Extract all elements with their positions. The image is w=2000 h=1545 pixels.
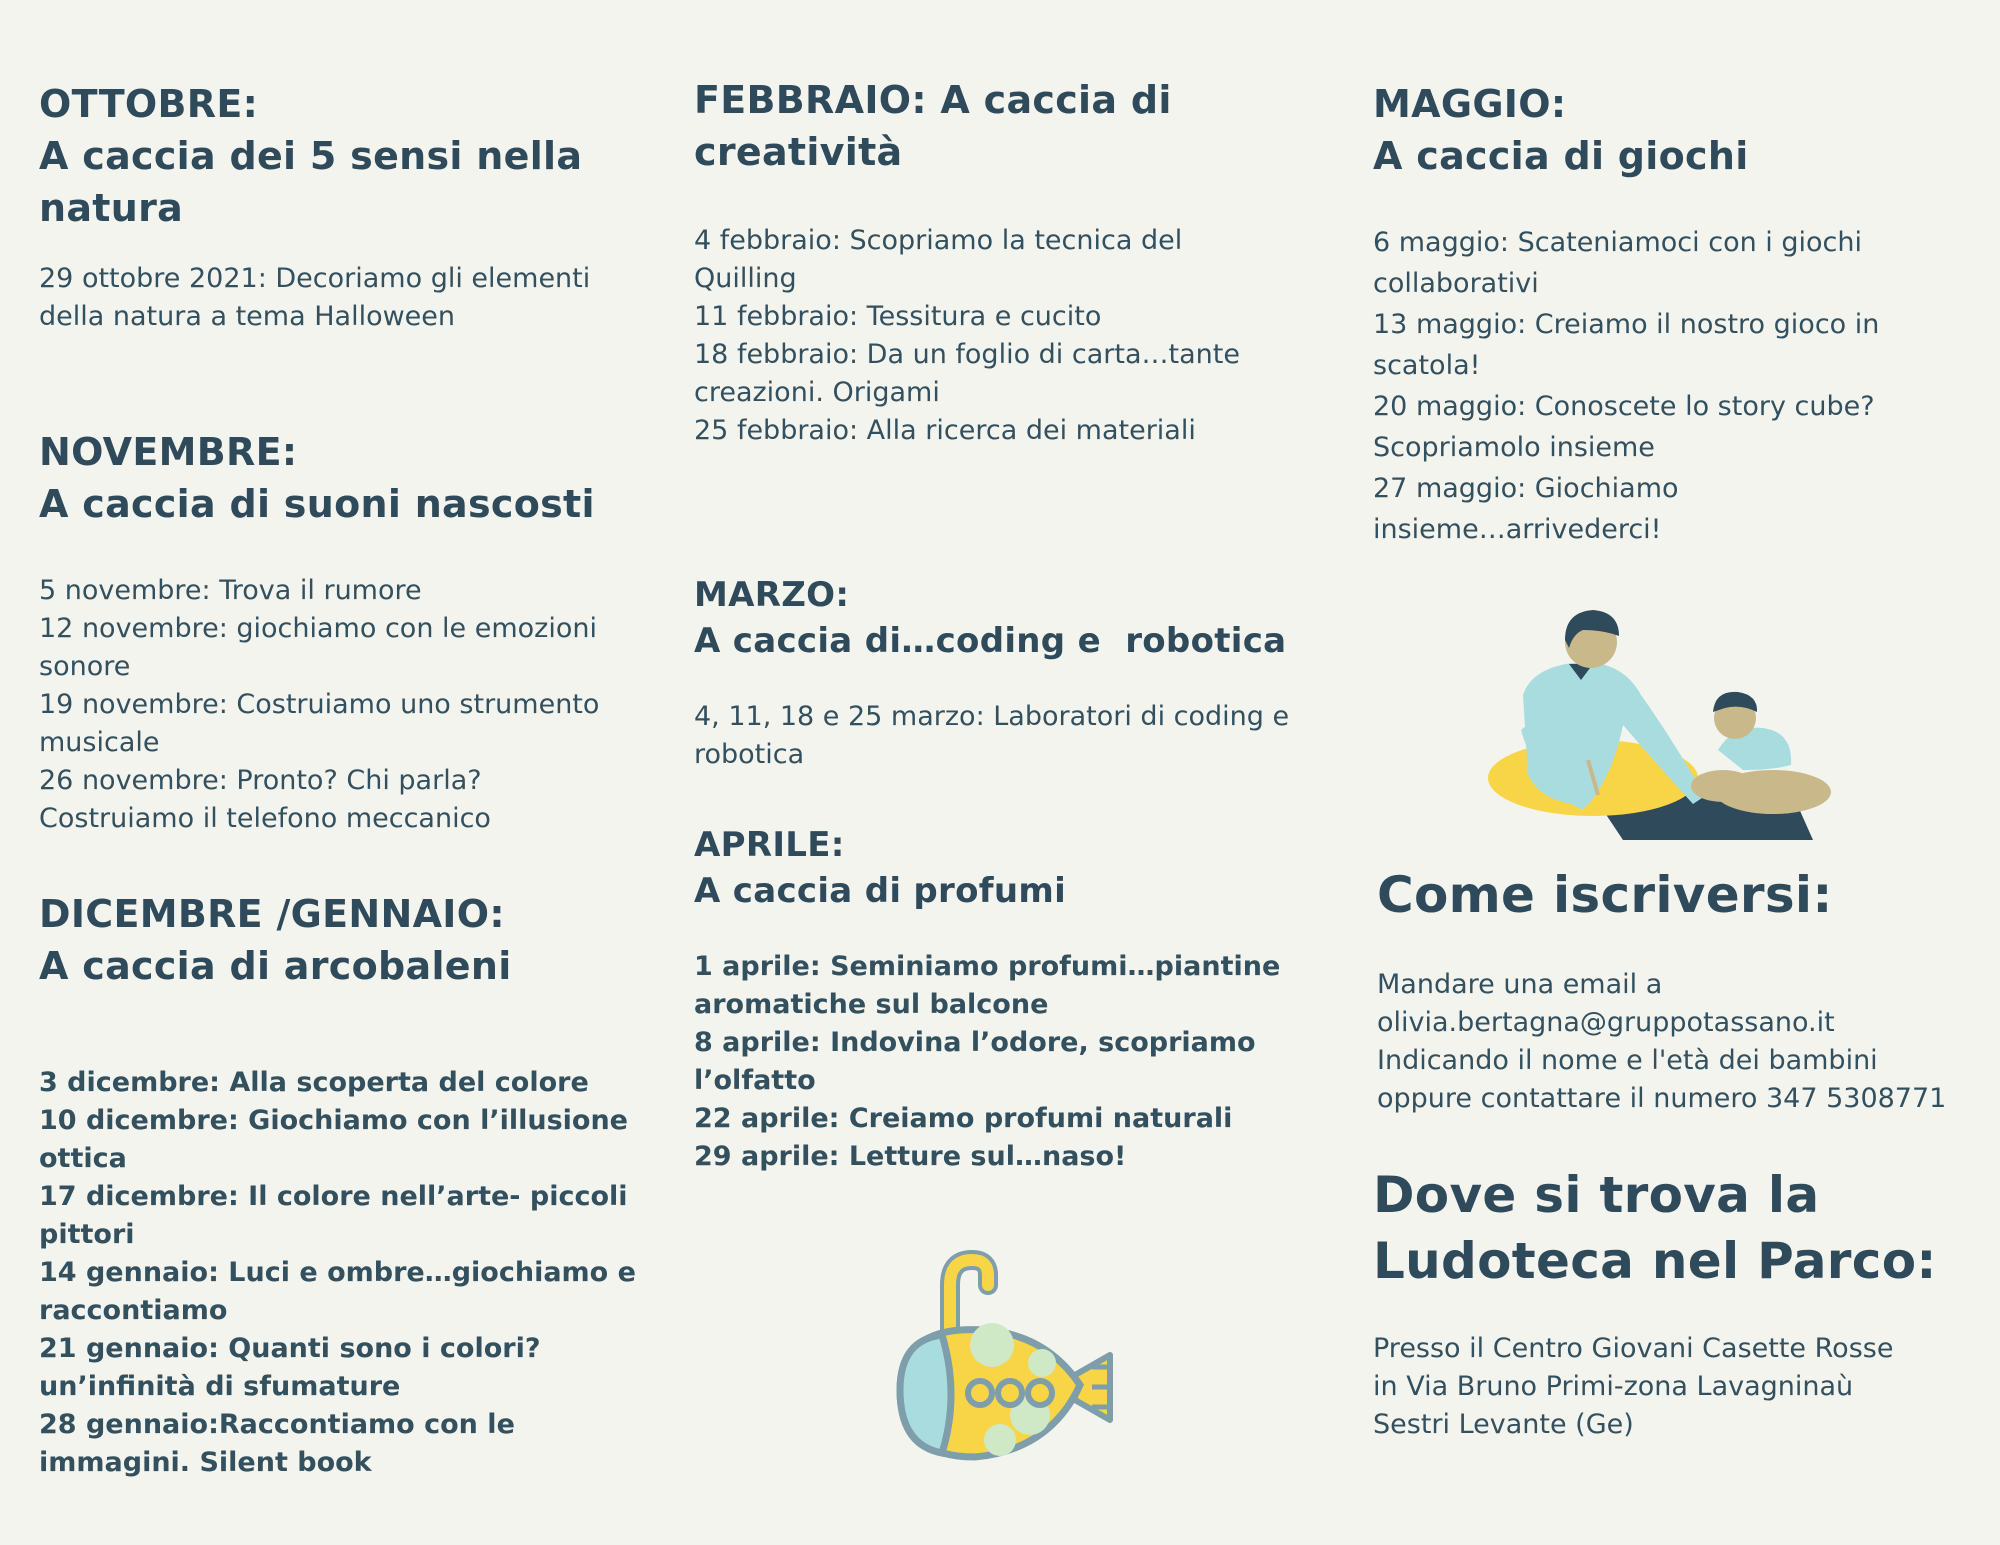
dove-title-1: Dove si trova la [1373,1166,1820,1224]
febbraio-line: 18 febbraio: Da un foglio di carta…tante [694,339,1240,370]
ottobre-subtitle-1: A caccia dei 5 sensi nella [39,134,583,178]
marzo-line: robotica [694,739,805,770]
dicembre-line: un’infinità di sfumature [39,1371,401,1402]
dicembre-line: immagini. Silent book [39,1447,372,1478]
ottobre-line: della natura a tema Halloween [39,301,456,332]
aprile-line: 29 aprile: Letture sul…naso! [694,1141,1127,1172]
febbraio-line: Quilling [694,263,797,294]
novembre-line: 12 novembre: giochiamo con le emozioni [39,613,597,644]
ottobre-subtitle-2: natura [39,186,184,230]
maggio-line: 27 maggio: Giochiamo [1373,473,1679,504]
febbraio-line: 11 febbraio: Tessitura e cucito [694,301,1102,332]
aprile-subtitle: A caccia di profumi [694,871,1067,911]
maggio-line: insieme…arrivederci! [1373,514,1662,545]
maggio-line: collaborativi [1373,268,1539,299]
dicembre-line: pittori [39,1219,135,1250]
ottobre-line: 29 ottobre 2021: Decoriamo gli elementi [39,263,591,294]
dove-line: Presso il Centro Giovani Casette Rosse [1373,1333,1894,1364]
dove-line: Sestri Levante (Ge) [1373,1409,1634,1440]
febbraio-line: 25 febbraio: Alla ricerca dei materiali [694,415,1196,446]
maggio-title: MAGGIO: [1373,82,1567,126]
aprile-line: 1 aprile: Seminiamo profumi…piantine [694,951,1281,982]
ottobre-title: OTTOBRE: [39,82,259,126]
dicembre-line: 10 dicembre: Giochiamo con l’illusione [39,1105,628,1136]
maggio-line: 6 maggio: Scateniamoci con i giochi [1373,227,1862,258]
section-aprile [694,822,1334,1176]
aprile-line: aromatiche sul balcone [694,989,1049,1020]
novembre-title: NOVEMBRE: [39,430,298,474]
section-febbraio [694,74,1334,450]
email-address: olivia.bertagna@gruppotassano.it [1377,1007,1835,1038]
section-dove [1373,1162,1983,1444]
iscrizione-line: Mandare una email a [1377,969,1663,1000]
parent-child-illustration [1473,600,1853,840]
section-iscrizione [1373,862,1983,1118]
novembre-line: sonore [39,651,131,682]
aprile-line: 8 aprile: Indovina l’odore, scopriamo [694,1027,1256,1058]
novembre-subtitle: A caccia di suoni nascosti [39,482,595,526]
aprile-line: 22 aprile: Creiamo profumi naturali [694,1103,1233,1134]
febbraio-line: 4 febbraio: Scopriamo la tecnica del [694,225,1183,256]
section-maggio [1373,78,1983,550]
novembre-line: 26 novembre: Pronto? Chi parla? [39,765,482,796]
dove-line: in Via Bruno Primi-zona Lavagninaù [1373,1371,1854,1402]
dicembre-line: raccontiamo [39,1295,228,1326]
phone-number: oppure contattare il numero 347 5308771 [1377,1083,1947,1114]
maggio-line: 13 maggio: Creiamo il nostro gioco in [1373,309,1880,340]
aprile-line: l’olfatto [694,1065,816,1096]
maggio-line: scatola! [1373,350,1481,381]
marzo-subtitle: A caccia di…coding e robotica [694,621,1287,661]
section-dicembre-gennaio [39,888,659,1482]
dicembre-line: 28 gennaio:Raccontiamo con le [39,1409,515,1440]
febbraio-line: creazioni. Origami [694,377,940,408]
maggio-subtitle: A caccia di giochi [1373,134,1749,178]
maggio-line: 20 maggio: Conoscete lo story cube? [1373,391,1875,422]
febbraio-title-2: creatività [694,130,903,174]
novembre-line: Costruiamo il telefono meccanico [39,803,491,834]
dicembre-line: 21 gennaio: Quanti sono i colori? [39,1333,541,1364]
marzo-title: MARZO: [694,575,850,615]
aprile-title: APRILE: [694,825,845,865]
dicembre-line: ottica [39,1143,127,1174]
dicembre-line: 14 gennaio: Luci e ombre…giochiamo e [39,1257,636,1288]
novembre-line: 19 novembre: Costruiamo uno strumento [39,689,600,720]
iscrizione-title: Come iscriversi: [1377,866,1833,924]
marzo-line: 4, 11, 18 e 25 marzo: Laboratori di coding e [694,701,1290,732]
novembre-line: musicale [39,727,160,758]
dicembre-subtitle: A caccia di arcobaleni [39,944,512,988]
section-ottobre [39,78,659,336]
section-marzo [694,572,1334,774]
maggio-line: Scopriamolo insieme [1373,432,1655,463]
dicembre-title: DICEMBRE /GENNAIO: [39,892,505,936]
dicembre-line: 17 dicembre: Il colore nell’arte- piccoli [39,1181,628,1212]
iscrizione-line: Indicando il nome e l'età dei bambini [1377,1045,1878,1076]
febbraio-title-1: FEBBRAIO: A caccia di [694,78,1172,122]
submarine-illustration [880,1245,1120,1475]
dove-title-2: Ludoteca nel Parco: [1373,1232,1937,1290]
dicembre-line: 3 dicembre: Alla scoperta del colore [39,1067,589,1098]
section-novembre [39,426,659,838]
novembre-line: 5 novembre: Trova il rumore [39,575,422,606]
